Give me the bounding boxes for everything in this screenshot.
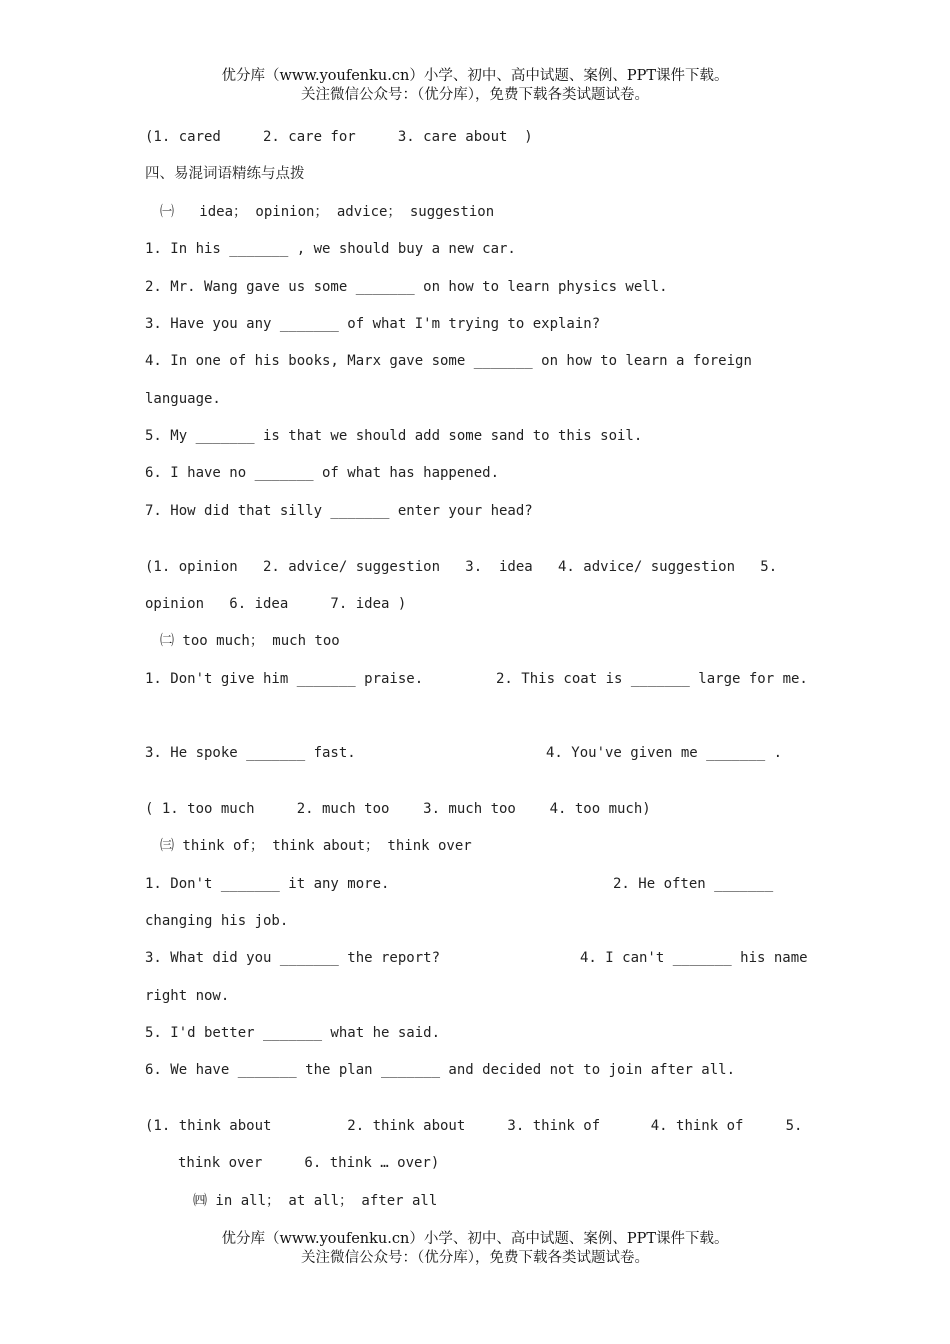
part1-answers-line-2: opinion 6. idea 7. idea ) bbox=[145, 596, 407, 612]
part2-question-4: 4. You've given me _______ . bbox=[546, 745, 783, 761]
page-footer-line-1: 优分库（www.youfenku.cn）小学、初中、高中试题、案例、PPT课件下载。 bbox=[221, 1231, 729, 1247]
part2-question-2: 2. This coat is _______ large for me. bbox=[496, 671, 808, 687]
part3-question-1: 1. Don't _______ it any more. bbox=[145, 876, 390, 892]
part3-question-2: 2. He often _______ bbox=[613, 876, 774, 892]
page-header-line-1: 优分库（www.youfenku.cn）小学、初中、高中试题、案例、PPT课件下载。 bbox=[221, 68, 729, 84]
part1-question-4-line-2: language. bbox=[145, 391, 221, 407]
part2-question-1: 1. Don't give him _______ praise. bbox=[145, 671, 424, 687]
part1-question-3: 3. Have you any _______ of what I'm trying to explain? bbox=[145, 316, 601, 332]
part1-heading: ㈠ idea； opinion； advice； suggestion bbox=[160, 204, 495, 220]
part3-question-5: 5. I'd better _______ what he said. bbox=[145, 1025, 441, 1041]
part1-question-4-line-1: 4. In one of his books, Marx gave some _______ on how to learn a foreign bbox=[145, 353, 752, 369]
part4-heading: ㈣ in all； at all； after all bbox=[193, 1193, 438, 1209]
section-title: 四、易混词语精练与点拨 bbox=[145, 166, 305, 182]
page-header-line-2: 关注微信公众号：（优分库），免费下载各类试题试卷。 bbox=[301, 87, 649, 103]
part2-question-3: 3. He spoke _______ fast. bbox=[145, 745, 356, 761]
page-footer-line-2: 关注微信公众号：（优分库），免费下载各类试题试卷。 bbox=[301, 1250, 649, 1266]
part1-question-6: 6. I have no _______ of what has happened. bbox=[145, 465, 500, 481]
part3-heading: ㈢ think of； think about； think over bbox=[160, 838, 472, 854]
part1-question-5: 5. My _______ is that we should add some sand to this soil. bbox=[145, 428, 643, 444]
previous-answers: (1. cared 2. care for 3. care about ) bbox=[145, 129, 533, 145]
part2-answers: ( 1. too much 2. much too 3. much too 4. too much) bbox=[145, 801, 651, 817]
part3-question-6: 6. We have _______ the plan _______ and decided not to join after all. bbox=[145, 1062, 736, 1078]
part1-question-7: 7. How did that silly _______ enter your head? bbox=[145, 503, 533, 519]
part1-question-2: 2. Mr. Wang gave us some _______ on how to learn physics well. bbox=[145, 279, 668, 295]
part3-question-2-continued: changing his job. bbox=[145, 913, 289, 929]
part3-question-4: 4. I can't _______ his name bbox=[580, 950, 808, 966]
part3-answers-line-2: think over 6. think … over) bbox=[178, 1155, 440, 1171]
part1-question-1: 1. In his _______ , we should buy a new car. bbox=[145, 241, 516, 257]
part3-question-4-continued: right now. bbox=[145, 988, 230, 1004]
part3-question-3: 3. What did you _______ the report? bbox=[145, 950, 441, 966]
part1-answers-line-1: (1. opinion 2. advice/ suggestion 3. idea 4. advice/ suggestion 5. bbox=[145, 559, 778, 575]
part2-heading: ㈡ too much； much too bbox=[160, 633, 340, 649]
part3-answers-line-1: (1. think about 2. think about 3. think of 4. think of 5. bbox=[145, 1118, 803, 1134]
